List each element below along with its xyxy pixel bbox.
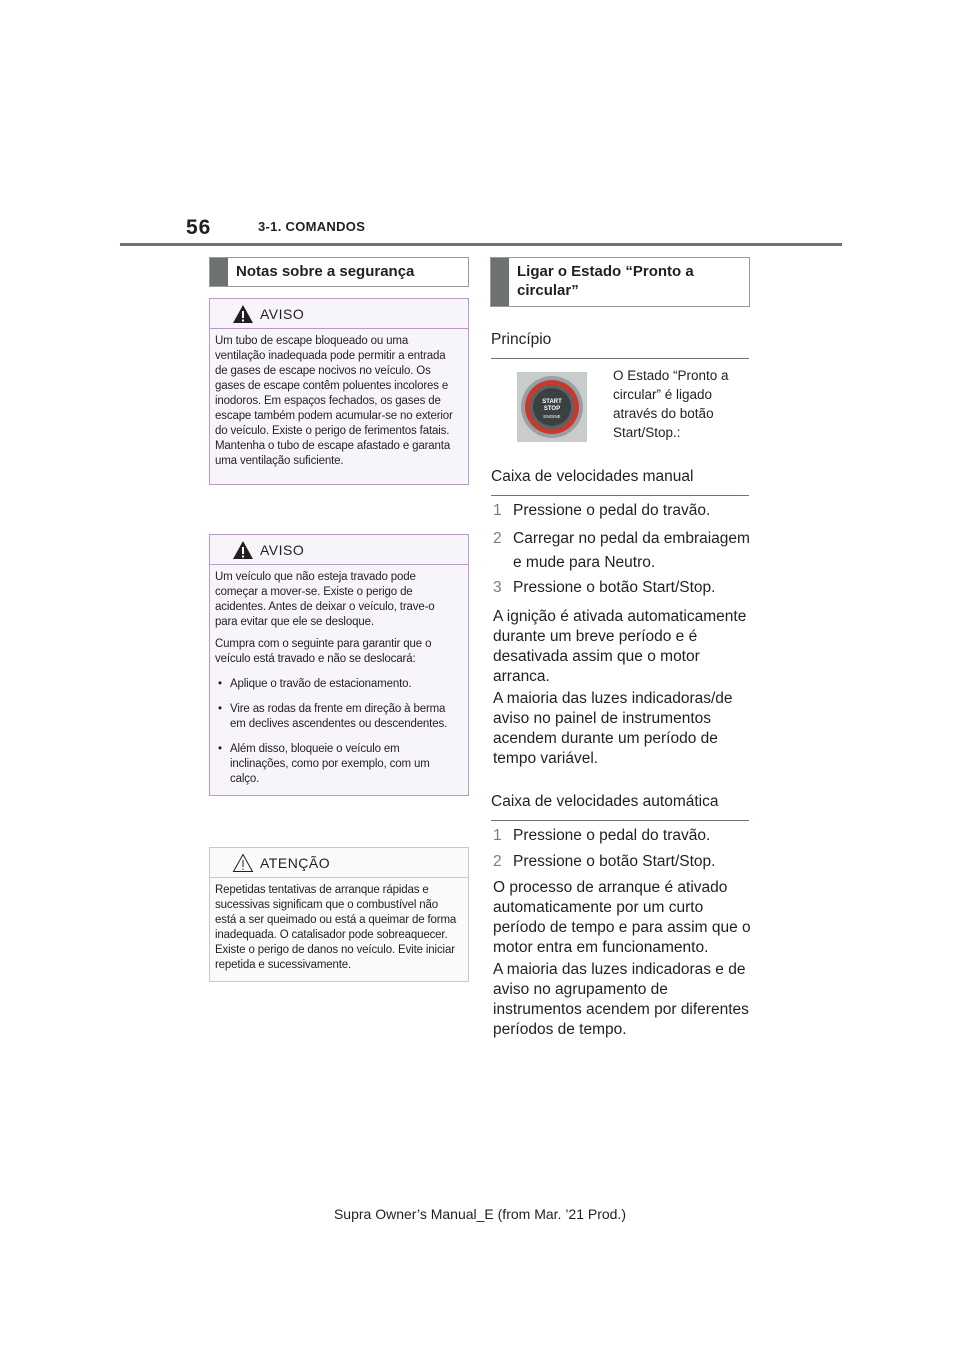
warning-title: AVISO xyxy=(260,542,305,558)
step-text: Pressione o botão Start/Stop. xyxy=(513,853,716,870)
button-label-stop: STOP xyxy=(543,406,561,412)
warning-paragraph: Cumpra com o seguinte para garantir que o veículo está travado e não se deslocará: xyxy=(215,638,432,665)
bullet-item: • Vire as rodas da frente em direção à berma em declives ascendentes ou descendentes. xyxy=(215,702,458,732)
step-number: 2 xyxy=(493,853,502,870)
step-text: Carregar no pedal da embraiagem e mude para Neutro. xyxy=(513,530,750,571)
step-text: Pressione o pedal do travão. xyxy=(513,827,711,844)
manual-step xyxy=(493,576,751,600)
warning-triangle-icon xyxy=(232,540,254,560)
warning-header xyxy=(210,535,468,565)
caution-triangle-icon xyxy=(232,853,254,873)
step-text: Pressione o botão Start/Stop. xyxy=(513,579,716,596)
warning-triangle-icon xyxy=(232,304,254,324)
warning-body xyxy=(210,565,468,795)
automatic-step xyxy=(493,824,751,848)
warning-bullet-list xyxy=(215,677,458,787)
bullet-item: • Além disso, bloqueie o veículo em inclinações, como por exemplo, com um calço. xyxy=(215,742,458,787)
caution-title: ATENÇÃO xyxy=(260,855,331,871)
footer-manual-title: Supra Owner’s Manual_E (from Mar. ’21 Prod.) xyxy=(333,1206,627,1222)
manual-paragraph: A ignição é ativada automaticamente durante um breve período e é desativada assim que o motor arranca. xyxy=(493,608,747,685)
page-number: 56 xyxy=(186,216,212,239)
step-number: 3 xyxy=(493,579,502,596)
caution-text: Repetidas tentativas de arranque rápidas e sucessivas significam que o combustível não está a ser queimado ou está a queimar de forma inadequada. O catalisador pode sobreaquecer. Existe o perigo de danos no veículo. Evite iniciar repetida e sucessivamente. xyxy=(215,884,457,971)
step-number: 2 xyxy=(493,530,502,547)
warning-paragraph: Um veículo que não esteja travado pode começar a mover-se. Existe o perigo de acidentes. Antes de deixar o veículo, trave-o para evitar que ele se desloque. xyxy=(215,571,435,628)
caution-header xyxy=(210,848,468,878)
warning-title: AVISO xyxy=(260,306,305,322)
heading-tab xyxy=(491,258,509,306)
button-label-engine: ENGINE xyxy=(543,414,561,419)
ready-to-drive-heading xyxy=(490,257,750,307)
warning-header xyxy=(210,299,468,329)
manual-paragraph: A maioria das luzes indicadoras/de aviso no painel de instrumentos acendem durante um período de tempo variável. xyxy=(493,690,733,767)
automatic-paragraph: A maioria das luzes indicadoras e de aviso no agrupamento de instrumentos acendem por diferentes períodos de tempo. xyxy=(493,961,749,1038)
warning-body xyxy=(210,329,468,484)
warning-box-parking xyxy=(209,534,469,796)
automatic-step xyxy=(493,850,751,874)
automatic-gearbox-heading: Caixa de velocidades automática xyxy=(491,793,749,821)
principle-heading: Princípio xyxy=(491,331,749,359)
bullet-item: • Aplique o travão de estacionamento. xyxy=(215,677,458,692)
manual-step xyxy=(493,499,751,523)
caution-box xyxy=(209,847,469,982)
step-number: 1 xyxy=(493,827,502,844)
section-label: 3-1. COMANDOS xyxy=(258,219,366,234)
heading-text: Ligar o Estado “Pronto a circular” xyxy=(517,263,694,299)
step-text: Pressione o pedal do travão. xyxy=(513,502,711,519)
heading-text: Notas sobre a segurança xyxy=(236,263,415,280)
header-rule xyxy=(120,243,842,246)
caution-body xyxy=(210,878,468,981)
warning-box-exhaust xyxy=(209,298,469,485)
heading-tab xyxy=(210,258,228,286)
manual-step xyxy=(493,527,751,575)
button-caption: O Estado “Pronto a circular” é ligado através do botão Start/Stop.: xyxy=(613,368,729,440)
start-stop-engine-button-icon xyxy=(517,372,587,442)
automatic-paragraph: O processo de arranque é ativado automaticamente por um curto período de tempo e para assim que o motor entra em funcionamento. xyxy=(493,879,751,956)
warning-text: Um tubo de escape bloqueado ou uma ventilação inadequada pode permitir a entrada de gases de escape nocivos no veículo. Os gases de escape contêm poluentes incolores e inodoros. Em espaços fechados, os gases de escape também podem acumular-se no exterior do veículo. Existe o perigo de ferimentos fatais. Mantenha o tubo de escape afastado e garanta uma ventilação suficiente. xyxy=(215,335,453,467)
manual-gearbox-heading: Caixa de velocidades manual xyxy=(491,468,749,496)
step-number: 1 xyxy=(493,502,502,519)
button-label-start: START xyxy=(542,399,562,405)
safety-notes-heading xyxy=(209,257,469,287)
